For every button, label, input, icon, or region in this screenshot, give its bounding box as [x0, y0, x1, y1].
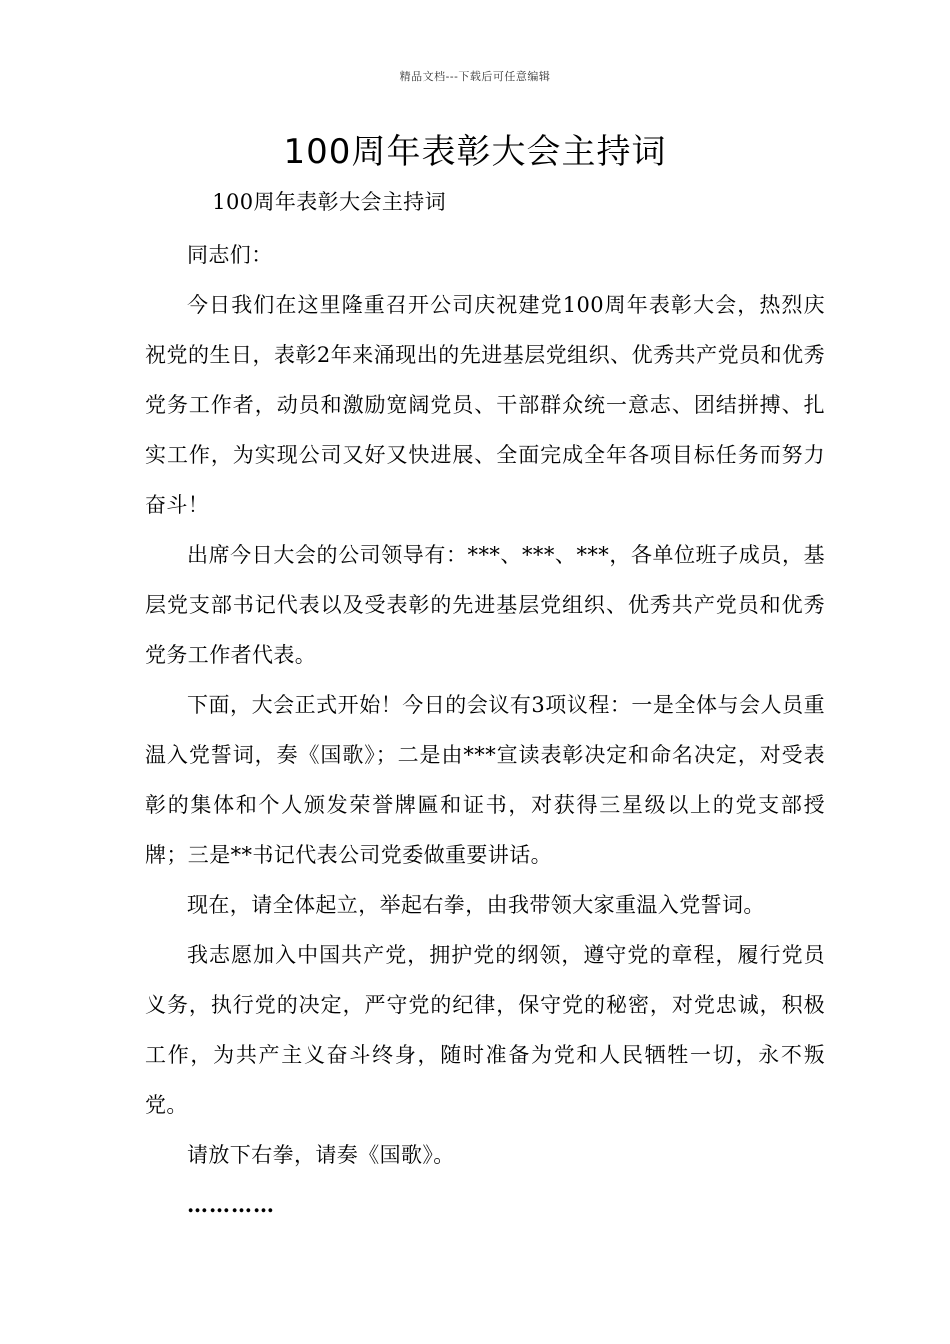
oath-text-paragraph: 我志愿加入中国共产党，拥护党的纲领，遵守党的章程，履行党员义务，执行党的决定，严守党的纪律，保守党的秘密，对党忠诚，积极工作，为共产主义奋斗终身，随时准备为党和人民牺牲一切，永不叛党。 — [145, 943, 825, 1117]
header-note: 精品文档---下载后可任意编辑 — [399, 70, 551, 83]
anthem-paragraph: 请放下右拳，请奏《国歌》。 — [187, 1143, 455, 1167]
oath-instruction-paragraph: 现在，请全体起立，举起右拳，由我带领大家重温入党誓词。 — [187, 893, 765, 917]
document-title: 100周年表彰大会主持词 — [283, 132, 667, 172]
opening-paragraph: 今日我们在这里隆重召开公司庆祝建党100周年表彰大会，热烈庆祝党的生日，表彰2年来涌现出的先进基层党组织、优秀共产党员和优秀党务工作者，动员和激励宽阔党员、干部群众统一意志、团结拼搏、扎实工作，为实现公司又好又快进展、全面完成全年各项目标任务而努力奋斗！ — [145, 293, 825, 517]
ellipsis-paragraph: ………… — [187, 1192, 275, 1217]
salutation-paragraph: 同志们： — [187, 243, 273, 267]
document-body — [145, 180, 825, 1230]
subtitle-paragraph: 100周年表彰大会主持词 — [212, 190, 447, 214]
attendees-paragraph: 出席今日大会的公司领导有：***、***、***，各单位班子成员，基层党支部书记代表以及受表彰的先进基层党组织、优秀共产党员和优秀党务工作者代表。 — [145, 543, 825, 667]
agenda-paragraph: 下面，大会正式开始！今日的会议有3项议程：一是全体与会人员重温入党誓词，奏《国歌》；二是由***宣读表彰决定和命名决定，对受表彰的集体和个人颁发荣誉牌匾和证书，对获得三星级以上的党支部授牌；三是**书记代表公司党委做重要讲话。 — [145, 693, 825, 867]
